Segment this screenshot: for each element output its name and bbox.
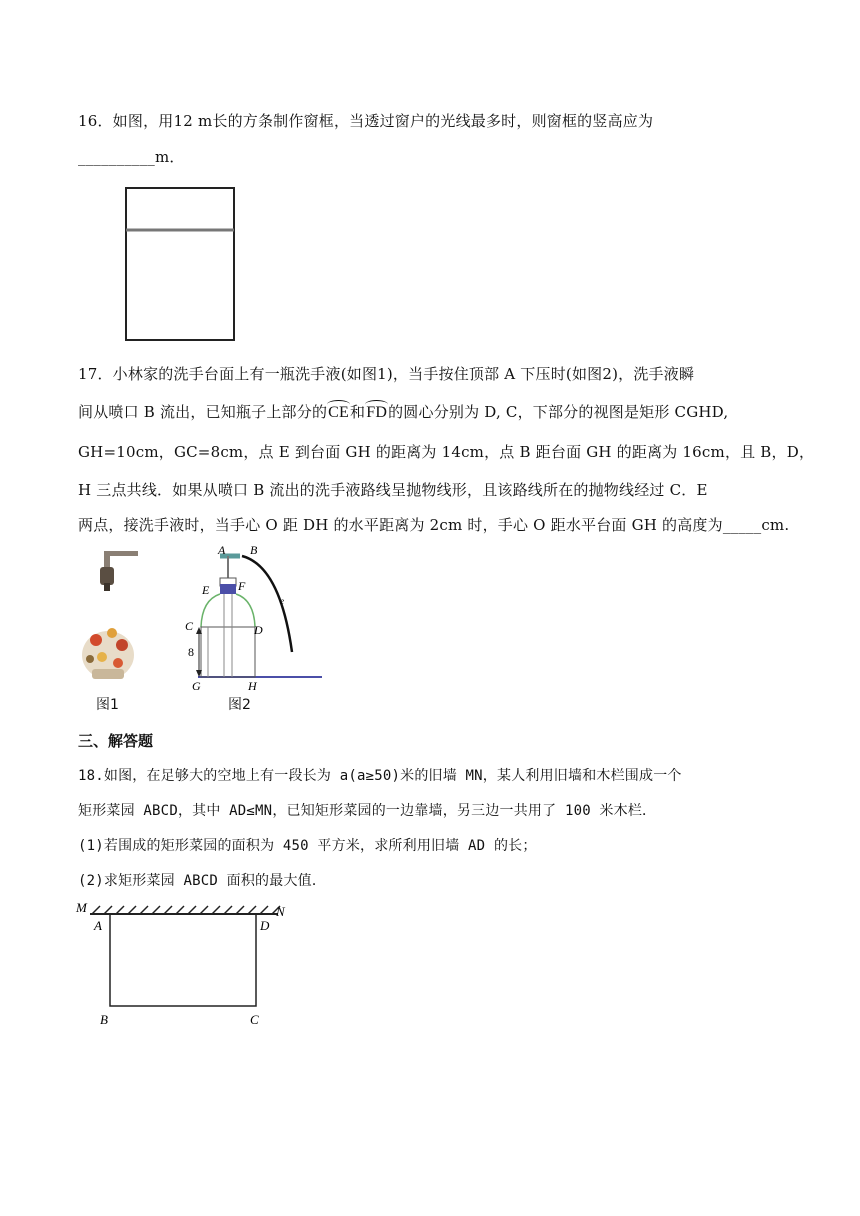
- figure2-caption: 图2: [228, 697, 251, 713]
- label-n: N: [276, 904, 285, 919]
- q18-garden-figure: [72, 898, 302, 1028]
- bottle-body-rect: [201, 627, 255, 677]
- q17-text-line4: H 三点共线．如果从喷口 B 流出的洗手液路线呈抛物线形，且该路线所在的抛物线经过 C．E: [78, 481, 708, 499]
- garden-rectangle-abcd: [110, 914, 256, 1006]
- label-f: F: [238, 579, 246, 593]
- label-c: C: [185, 619, 194, 633]
- q17-text-line5: 两点，接洗手液时，当手心 O 距 DH 的水平距离为 2cm 时，手心 O 距水平台面 GH 的高度为_____cm.: [78, 516, 790, 534]
- q16-window-frame-figure: [120, 182, 240, 342]
- faucet-icon: [100, 551, 138, 591]
- pump-neck: [220, 584, 236, 594]
- label-g: G: [192, 679, 201, 690]
- section-heading: 三、解答题: [78, 732, 154, 750]
- label-b: B: [250, 543, 258, 557]
- q17-text-line1: 17．小林家的洗手台面上有一瓶洗手液(如图1)，当手按住顶部 A 下压时(如图2)，洗手液瞬: [78, 365, 695, 383]
- label-d: D: [254, 623, 263, 637]
- q17-text-line3: GH=10cm，GC=8cm，点 E 到台面 GH 的距离为 14cm，点 B 距台面 GH 的距离为 16cm，且 B，D，: [78, 443, 815, 461]
- q17-text-line2-part-b: 和: [350, 403, 366, 421]
- label-d: D: [260, 918, 270, 933]
- wall-hatching: [92, 906, 280, 914]
- window-outer-frame: [126, 188, 234, 340]
- arc-fd-symbol: FD: [366, 404, 388, 421]
- q17-figure2-diagram: [180, 540, 330, 690]
- label-h: H: [248, 679, 257, 690]
- label-a: A: [94, 918, 102, 933]
- q18-part1: (1)若围成的矩形菜园的面积为 450 平方米，求所利用旧墙 AD 的长；: [78, 838, 537, 854]
- q18-text-line2: 矩形菜园 ABCD，其中 AD≤MN，已知矩形菜园的一边靠墙，另三边一共用了 100 米木栏．: [78, 803, 657, 819]
- q16-answer-blank: __________: [78, 148, 155, 166]
- q17-figure1-photo: [78, 545, 148, 695]
- label-length: 8: [188, 645, 194, 659]
- liquid-label: e: [280, 596, 284, 606]
- q17-text-line2-part-a: 间从喷口 B 流出，已知瓶子上部分的: [78, 403, 328, 421]
- arc-fd: [236, 594, 255, 627]
- q17-text-line2: [78, 401, 728, 422]
- figure1-caption: 图1: [96, 697, 119, 713]
- arc-ce-symbol: CE: [328, 404, 350, 421]
- q18-text-line1: 18.如图，在足够大的空地上有一段长为 a(a≥50)米的旧墙 MN，某人利用旧墙和木栏围成一个: [78, 768, 682, 784]
- q16-text-line2: [78, 146, 185, 167]
- q16-unit: m．: [155, 148, 185, 166]
- label-b: B: [100, 1012, 108, 1027]
- label-e: E: [202, 583, 210, 597]
- q18-part2: (2)求矩形菜园 ABCD 面积的最大值．: [78, 873, 327, 889]
- label-m: M: [76, 900, 87, 915]
- label-c: C: [250, 1012, 259, 1027]
- flower-pot-icon: [82, 628, 134, 679]
- q16-text-line1: 16．如图，用12 m长的方条制作窗框，当透过窗户的光线最多时，则窗框的竖高应为: [78, 112, 654, 130]
- label-a: A: [218, 543, 226, 557]
- q17-text-line2-part-c: 的圆心分别为 D, C，下部分的视图是矩形 CGHD,: [388, 403, 729, 421]
- arc-ce: [201, 594, 220, 627]
